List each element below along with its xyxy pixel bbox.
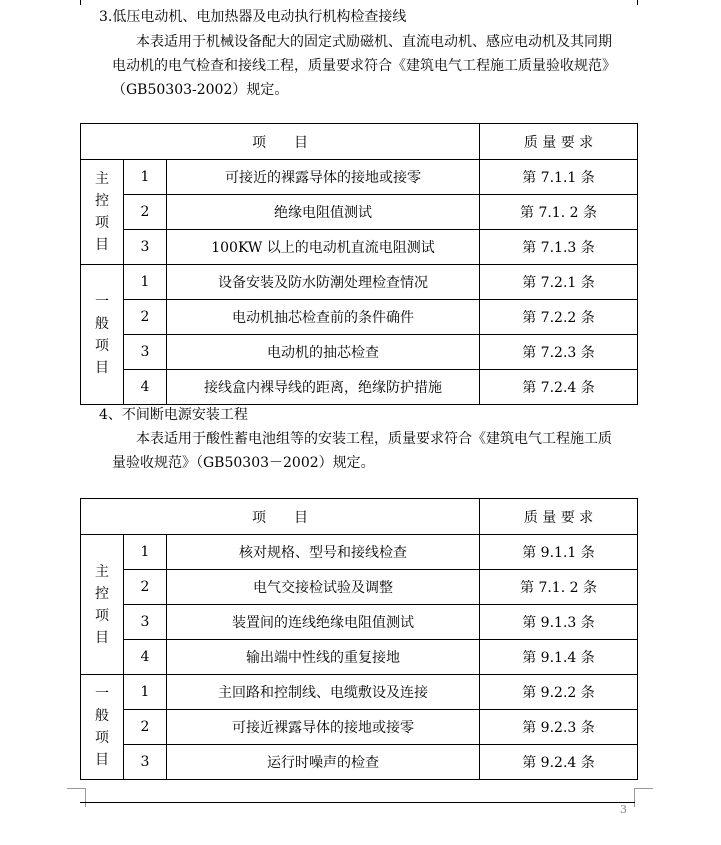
row-requirement: 第 7.2.2 条	[480, 300, 638, 335]
section3-heading: 3.低压电动机、电加热器及电动执行机构检查接线	[99, 9, 407, 25]
row-item: 电气交接检试验及调整	[167, 570, 480, 605]
row-requirement: 第 7.1.3 条	[480, 230, 638, 265]
row-item: 可接近裸露导体的接地或接零	[167, 710, 480, 745]
row-number: 4	[124, 370, 167, 405]
row-requirement: 第 7.1. 2 条	[480, 570, 638, 605]
row-item: 主回路和控制线、电缆敷设及连接	[167, 675, 480, 710]
row-item: 100KW 以上的电动机直流电阻测试	[167, 230, 480, 265]
row-requirement: 第 9.2.4 条	[480, 745, 638, 780]
group-label-general: 一 般 项 目	[81, 675, 124, 780]
row-requirement: 第 9.1.1 条	[480, 535, 638, 570]
table-header-row	[81, 124, 638, 160]
group-label-main: 主 控 项 目	[81, 535, 124, 675]
row-requirement: 第 9.1.4 条	[480, 640, 638, 675]
row-number: 1	[124, 535, 167, 570]
table-row	[81, 335, 638, 370]
header-requirement: 质 量 要 求	[480, 124, 638, 160]
table-row	[81, 710, 638, 745]
row-number: 2	[124, 195, 167, 230]
section4-paragraph-line1: 本表适用于酸性蓄电池组等的安装工程，质量要求符合《建筑电气工程施工质	[136, 431, 612, 447]
row-number: 1	[124, 675, 167, 710]
row-requirement: 第 9.2.3 条	[480, 710, 638, 745]
row-number: 1	[124, 160, 167, 195]
section4-heading: 4、不间断电源安装工程	[99, 407, 248, 423]
row-number: 3	[124, 745, 167, 780]
table-row	[81, 745, 638, 780]
row-number: 4	[124, 640, 167, 675]
row-number: 3	[124, 230, 167, 265]
row-requirement: 第 7.2.1 条	[480, 265, 638, 300]
table-row	[81, 570, 638, 605]
table-row	[81, 535, 638, 570]
section3-paragraph-line2: 电动机的电气检查和接线工程，质量要求符合《建筑电气工程施工质量验收规范》	[112, 58, 616, 74]
row-requirement: 第 7.2.4 条	[480, 370, 638, 405]
row-item: 运行时噪声的检查	[167, 745, 480, 780]
header-item: 项 目	[81, 499, 480, 535]
page-number: 3	[620, 803, 627, 816]
row-requirement: 第 7.1.1 条	[480, 160, 638, 195]
row-item: 电动机抽芯检查前的条件确件	[167, 300, 480, 335]
table-row	[81, 605, 638, 640]
table-row	[81, 300, 638, 335]
group-label-main: 主 控 项 目	[81, 160, 124, 265]
row-item: 可接近的裸露导体的接地或接零	[167, 160, 480, 195]
table-row	[81, 160, 638, 195]
table-row	[81, 370, 638, 405]
row-requirement: 第 7.2.3 条	[480, 335, 638, 370]
table-row	[81, 230, 638, 265]
header-item: 项 目	[81, 124, 480, 160]
table-row	[81, 675, 638, 710]
section3-paragraph-line3: （GB50303-2002）规定。	[112, 82, 289, 98]
section3-paragraph-line1: 本表适用于机械设备配大的固定式励磁机、直流电动机、感应电动机及其同期	[136, 34, 612, 50]
row-requirement: 第 9.1.3 条	[480, 605, 638, 640]
row-requirement: 第 9.2.2 条	[480, 675, 638, 710]
row-item: 输出端中性线的重复接地	[167, 640, 480, 675]
table-row	[81, 640, 638, 675]
section3-table	[80, 123, 638, 405]
header-requirement: 质 量 要 求	[480, 499, 638, 535]
row-number: 2	[124, 710, 167, 745]
row-number: 3	[124, 605, 167, 640]
row-number: 2	[124, 570, 167, 605]
margin-corner-mark	[67, 788, 86, 807]
row-item: 装置间的连线绝缘电阻值测试	[167, 605, 480, 640]
table-row	[81, 265, 638, 300]
table-row	[81, 195, 638, 230]
group-label-general: 一 般 项 目	[81, 265, 124, 405]
row-item: 绝缘电阻值测试	[167, 195, 480, 230]
row-item: 核对规格、型号和接线检查	[167, 535, 480, 570]
row-item: 设备安装及防水防潮处理检查情况	[167, 265, 480, 300]
table-header-row	[81, 499, 638, 535]
top-border	[80, 0, 638, 5]
section4-paragraph-line2: 量验收规范》（GB50303－2002）规定。	[112, 455, 375, 471]
row-number: 3	[124, 335, 167, 370]
row-number: 1	[124, 265, 167, 300]
row-requirement: 第 7.1. 2 条	[480, 195, 638, 230]
row-item: 电动机的抽芯检查	[167, 335, 480, 370]
section4-table	[80, 498, 638, 780]
row-number: 2	[124, 300, 167, 335]
footer-rule	[80, 802, 635, 803]
margin-corner-mark	[634, 788, 653, 807]
row-item: 接线盒内裸导线的距离，绝缘防护措施	[167, 370, 480, 405]
